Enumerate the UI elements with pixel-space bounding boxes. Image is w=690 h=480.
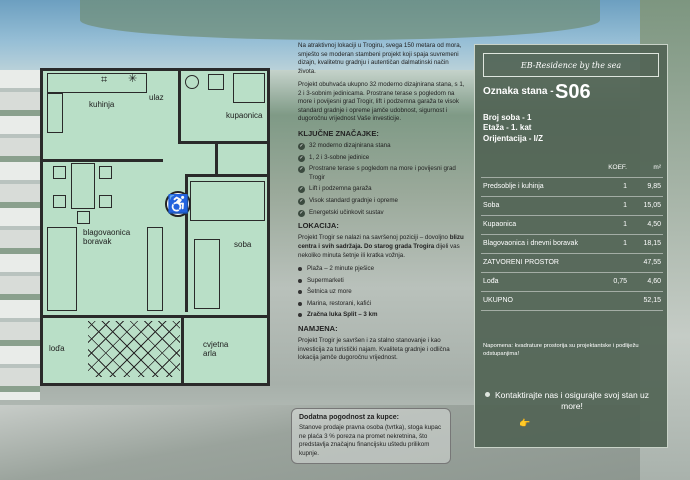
coef-value: 1	[601, 215, 629, 234]
dining-living-label: blagovaonica boravak	[83, 228, 131, 247]
check-icon: ✓	[299, 186, 304, 193]
area-table	[481, 158, 663, 311]
location-text: Projekt Trogir se nalazi na savršenoj poziciji – dovoljno	[298, 234, 448, 242]
check-icon: ✓	[299, 154, 304, 161]
floor-level: Etaža - 1. kat	[483, 123, 532, 133]
bullet-icon	[298, 279, 302, 283]
list-item	[298, 197, 468, 206]
location-text-bold: blizu centra i svih sadržaja. Do starog	[298, 234, 464, 250]
location-item: Supermarketi	[307, 276, 344, 284]
apartment-specs	[483, 113, 543, 144]
check-icon: ✓	[299, 166, 304, 173]
bonus-text: Stanove prodaje pravna osoba (tvrtka), stoga kupac ne plaća 3 % poreza na promet nekretnina, što predstavlja značajnu financijsku uštedu prilikom kupnje.	[299, 424, 442, 457]
location-item: Plaža – 2 minute pješice	[307, 265, 375, 273]
disclaimer-note: Napomena: kvadrature prostorija su projektantske i podliježu odstupanjima!	[483, 343, 639, 357]
room-name: Soba	[481, 196, 601, 215]
coef-value: 0,75	[601, 272, 629, 291]
coef-header: KOEF.	[601, 158, 629, 177]
bonus-title: Dodatna pogodnost za kupce:	[299, 414, 399, 421]
feature-text: Energetski učinkovit sustav	[309, 208, 384, 216]
chair	[99, 195, 112, 208]
list-item	[298, 154, 468, 163]
table-row	[481, 291, 663, 310]
apartment-label: Oznaka stana -	[483, 86, 554, 97]
apartment-card	[474, 44, 668, 448]
bullet-icon	[298, 313, 302, 317]
list-item	[298, 185, 468, 194]
list-item	[298, 165, 468, 182]
plan-wall	[215, 144, 218, 174]
list-item	[298, 265, 468, 274]
room-name: UKUPNO	[481, 291, 601, 310]
list-item	[298, 288, 468, 297]
feature-text: 32 moderno dizajnirana stana	[309, 142, 391, 150]
area-value: 15,05	[629, 196, 663, 215]
orientation: Orijentacija - I/Z	[483, 133, 544, 143]
location-item: Marina, restorani, kafići	[307, 299, 371, 307]
check-icon: ✓	[299, 209, 304, 216]
kitchen-counter-side	[47, 93, 63, 133]
coef-value	[601, 253, 629, 272]
chair	[53, 166, 66, 179]
washbasin-icon	[185, 75, 199, 89]
list-item	[298, 209, 468, 218]
apartment-number: S06	[555, 81, 591, 103]
pointing-hand-icon: 👉	[519, 418, 531, 428]
coef-value: 1	[601, 234, 629, 253]
bedroom-label: soba	[234, 240, 252, 249]
wardrobe	[190, 181, 265, 221]
coef-value: 1	[601, 177, 629, 196]
kitchen-label: kuhinja	[89, 100, 115, 109]
table-header-row	[481, 158, 663, 177]
table-row	[481, 234, 663, 253]
bullet-icon	[298, 290, 302, 294]
loggia-hatch	[88, 321, 180, 377]
houses-strip	[0, 70, 40, 400]
list-item	[298, 277, 468, 286]
list-item	[298, 311, 468, 320]
intro-paragraph: Projekt obuhvaća ukupno 32 moderno dizajnirana stana, s 1, 2 i 3-sobnim jedinicama. Prostrane terase s pogledom na more i povijesni grad Trogir, lift i podzemna garaža te visok standard gradnje i opreme jamče udobnost, sigurnost i dugoročnu vrijednost Vaše investicije.	[298, 81, 465, 123]
plan-wall	[185, 174, 267, 177]
rooms-count: Broj soba - 1	[483, 113, 532, 122]
feature-text: Visok standard gradnje i opreme	[309, 197, 398, 204]
plan-wall	[178, 71, 181, 141]
area-value: 4,50	[629, 215, 663, 234]
chair	[53, 195, 66, 208]
check-icon: ✓	[299, 143, 304, 150]
coef-value: 1	[601, 196, 629, 215]
feature-text: 1, 2 i 3-sobne jedinice	[309, 153, 370, 161]
room-name: Predsoblje i kuhinja	[481, 177, 601, 196]
description-column	[298, 42, 468, 442]
location-heading: LOKACIJA:	[298, 221, 339, 231]
room-name: Blagovaonica i dnevni boravak	[481, 234, 601, 253]
contact-cta[interactable]: Kontaktirajte nas i osigurajte svoj stan uz more!	[494, 390, 650, 412]
check-icon: ✓	[299, 198, 304, 204]
area-value: 18,15	[629, 234, 663, 253]
plan-wall	[43, 315, 267, 318]
purpose-heading: NAMJENA:	[298, 323, 338, 333]
location-text-bold: grada Trogira	[394, 242, 435, 250]
list-item	[298, 300, 468, 309]
bathroom-label: kupaonica	[226, 111, 263, 120]
room-name: Kupaonica	[481, 215, 601, 234]
washer	[208, 74, 224, 90]
table-row	[481, 253, 663, 272]
bonus-box	[291, 408, 451, 464]
floor-plan	[40, 68, 270, 386]
purpose-paragraph: Projekt Trogir je savršen i za stalno stanovanje i kao investicija za turistički najam. Kvaliteta gradnje i odlična lokacija jamče dugoročnu vrijednost.	[298, 337, 450, 362]
tv-unit	[147, 227, 163, 311]
area-value: 4,60	[629, 272, 663, 291]
shower	[233, 73, 265, 103]
chair	[99, 166, 112, 179]
room-name: Lođa	[481, 272, 601, 291]
feature-text: Lift i podzemna garaža	[309, 185, 372, 193]
bullet-icon	[298, 267, 302, 271]
area-value: 52,15	[629, 291, 663, 310]
storage-label: cvjetna arla	[203, 340, 229, 359]
sink-icon: ⌗	[101, 74, 108, 86]
location-paragraph	[298, 234, 468, 260]
table-row	[481, 272, 663, 291]
features-heading: KLJUČNE ZNAČAJKE:	[298, 128, 379, 138]
table-row	[481, 177, 663, 196]
sofa	[47, 227, 77, 311]
area-value: 47,55	[629, 253, 663, 272]
area-value: 9,85	[629, 177, 663, 196]
loggia-label: loďa	[49, 344, 65, 353]
brand-tagline: EB-Residence by the sea	[483, 53, 659, 77]
features-list	[298, 142, 468, 217]
list-item	[298, 142, 468, 151]
plan-wall	[178, 141, 268, 144]
location-item: Šetnica uz more	[307, 288, 352, 296]
location-list	[298, 265, 468, 320]
plan-wall	[181, 318, 184, 383]
m2-header: m²	[629, 158, 663, 177]
table-row	[481, 196, 663, 215]
entrance-label: ulaz	[149, 93, 164, 102]
bed	[194, 239, 220, 309]
intro-paragraph: Na atraktivnoj lokaciji u Trogiru, svega 150 metara od mora, smješto se moderan stambeni projekt koji spaja suvremeni dizajn, kvalitetnu gradnju i autentičan dalmatinski način života.	[298, 42, 462, 75]
dining-table	[71, 163, 95, 209]
location-text: dijeli vas nekoliko minuta šetnje ili kratka vožnja.	[298, 242, 460, 259]
feature-text: Prostrane terase s pogledom na more i povijesni grad Trogir	[309, 165, 456, 181]
coef-value	[601, 291, 629, 310]
room-name: ZATVORENI PROSTOR	[481, 253, 601, 272]
bullet-icon	[298, 302, 302, 306]
island-hill	[80, 0, 600, 40]
location-item: Zračna luka Split – 3 km	[307, 311, 378, 319]
chair	[77, 211, 90, 224]
stove-icon: ✳	[128, 73, 138, 85]
plan-wall	[43, 159, 163, 162]
wheelchair-icon: ♿	[165, 191, 191, 217]
table-row	[481, 215, 663, 234]
